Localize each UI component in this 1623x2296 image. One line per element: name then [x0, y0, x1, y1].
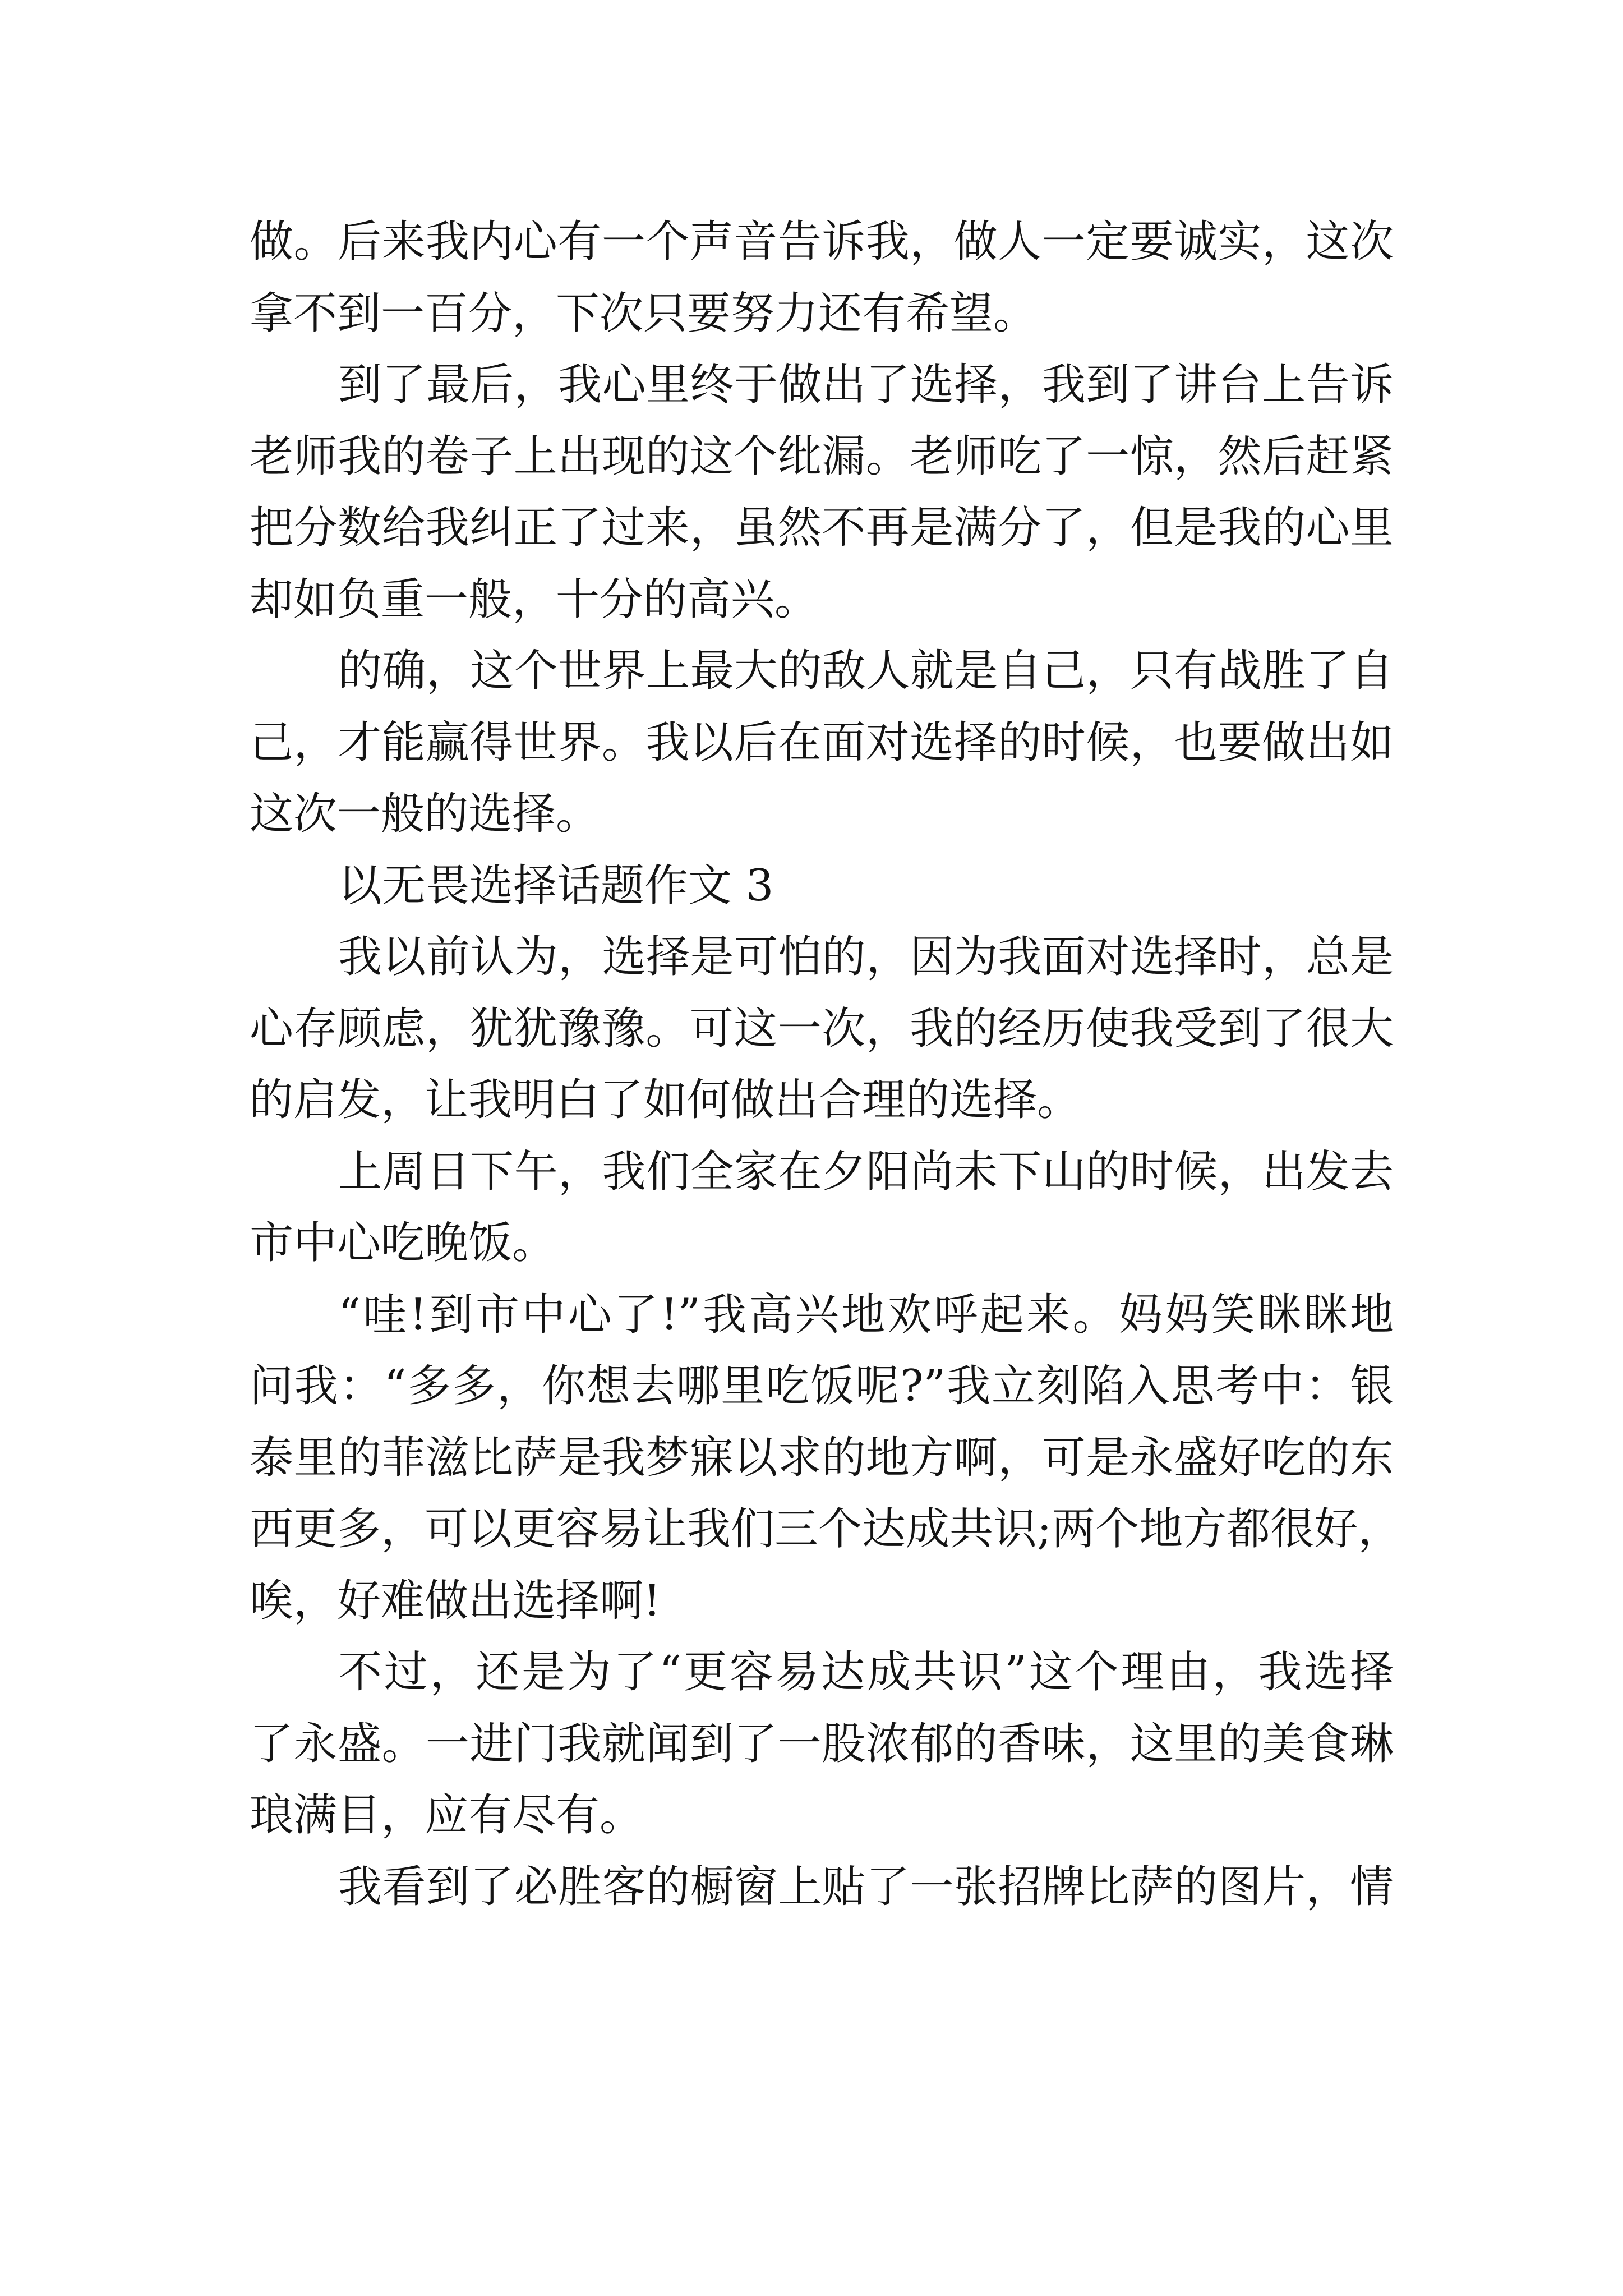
text-line: 琅满目，应有尽有。 [250, 1790, 644, 1841]
text-line: 己，才能赢得世界。我以后在面对选择的时候，也要做出如 [250, 717, 1394, 768]
text-line: 这次一般的选择。 [250, 789, 600, 839]
text-line: 却如负重一般，十分的高兴。 [250, 574, 819, 625]
paragraph-start-line: 到了最后，我心里终于做出了选择，我到了讲台上告诉 [338, 360, 1394, 410]
text-line: 问我：“多多，你想去哪里吃饭呢?”我立刻陷入思考中：银 [250, 1361, 1394, 1411]
paragraph-start-line: “哇!到市中心了!”我高兴地欢呼起来。妈妈笑眯眯地 [338, 1289, 1394, 1340]
text-line: 老师我的卷子上出现的这个纰漏。老师吃了一惊，然后赶紧 [250, 431, 1394, 482]
text-line: 了永盛。一进门我就闻到了一股浓郁的香味，这里的美食琳 [250, 1718, 1394, 1769]
text-line: 拿不到一百分，下次只要努力还有希望。 [250, 288, 1038, 339]
text-line: 心存顾虑，犹犹豫豫。可这一次，我的经历使我受到了很大 [250, 1003, 1394, 1054]
text-line: 泰里的菲滋比萨是我梦寐以求的地方啊，可是永盛好吃的东 [250, 1432, 1394, 1483]
paragraph-start-line: 的确，这个世界上最大的敌人就是自己，只有战胜了自 [338, 646, 1394, 696]
text-line: 把分数给我纠正了过来，虽然不再是满分了，但是我的心里 [250, 503, 1394, 553]
text-line: 市中心吃晚饭。 [250, 1218, 556, 1268]
paragraph-start-line: 我看到了必胜客的橱窗上贴了一张招牌比萨的图片，情 [338, 1861, 1394, 1912]
text-line: 的启发，让我明白了如何做出合理的选择。 [250, 1075, 1081, 1125]
text-line: 西更多，可以更容易让我们三个达成共识;两个地方都很好， [250, 1504, 1402, 1554]
text-line: 唉，好难做出选择啊! [250, 1575, 661, 1626]
document-body [250, 206, 1402, 1923]
paragraph-start-line: 上周日下午，我们全家在夕阳尚未下山的时候，出发去 [338, 1146, 1394, 1197]
section-heading: 以无畏选择话题作文 3 [338, 860, 774, 911]
paragraph-start-line: 不过，还是为了“更容易达成共识”这个理由，我选择 [338, 1647, 1394, 1697]
paragraph-start-line: 我以前认为，选择是可怕的，因为我面对选择时，总是 [338, 932, 1394, 982]
text-line: 做。后来我内心有一个声音告诉我，做人一定要诚实，这次 [250, 217, 1394, 267]
